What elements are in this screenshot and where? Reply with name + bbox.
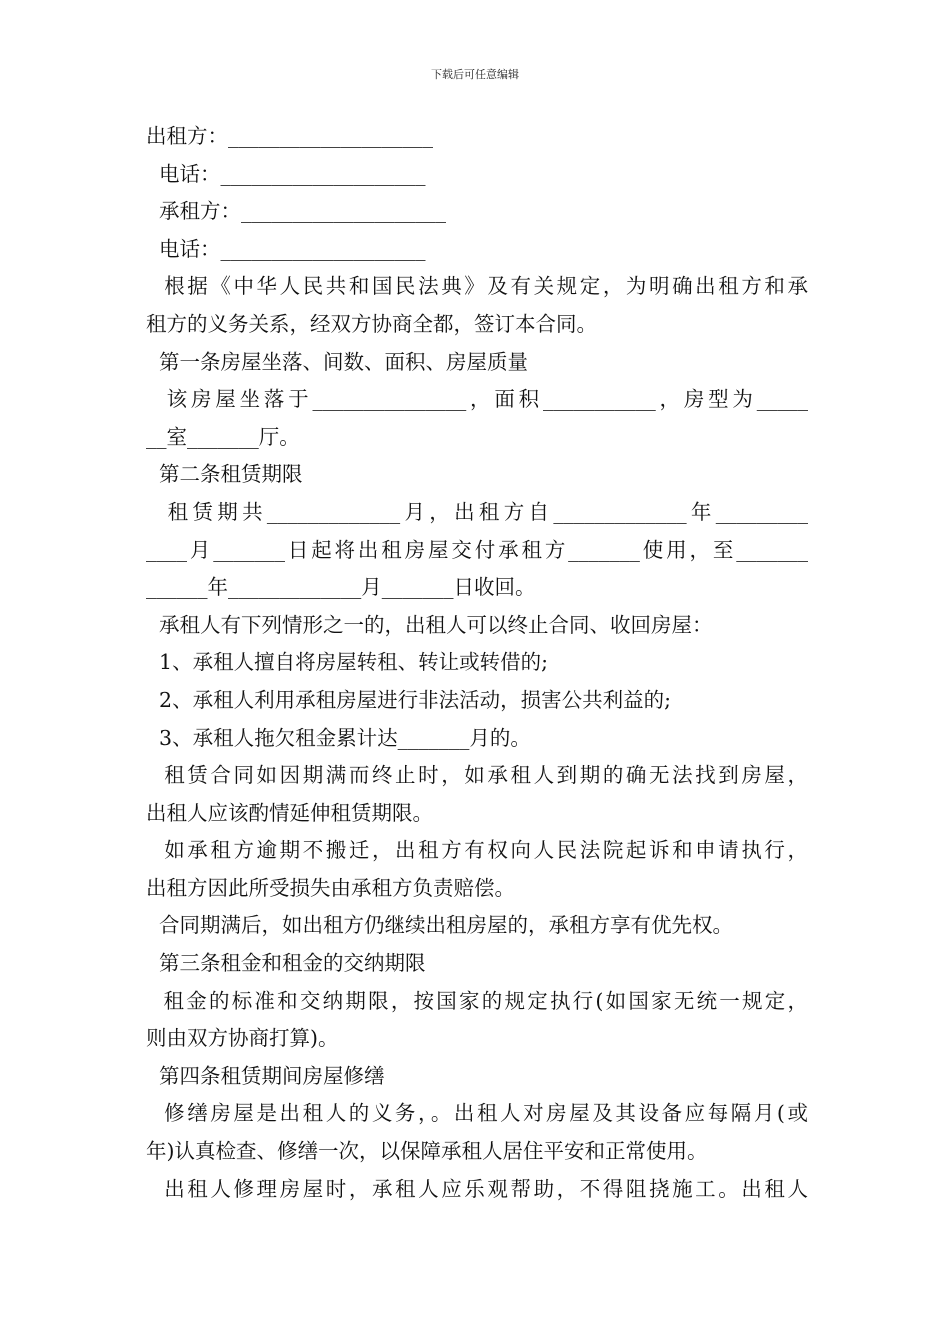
termination-item: 1、承租人擅自将房屋转租、转让或转借的; [146,650,548,675]
article-4-line: 出租人修理房屋时，承租人应乐观帮助，不得阻挠施工。出租人 [146,1176,808,1201]
preamble-line: 根据《中华人民共和国民法典》及有关规定，为明确出租方和承 [146,274,808,299]
lessor-phone-line: 电话：____________________ [146,161,426,186]
termination-item: 3、承租人拖欠租金累计达_______月的。 [146,725,531,750]
termination-intro: 承租人有下列情形之一的，出租人可以终止合同、收回房屋： [146,612,713,637]
eviction-clause-line: 出租方因此所受损失由承租方负责赔偿。 [146,875,515,900]
eviction-clause-line: 如承租方逾期不搬迁，出租方有权向人民法院起诉和申请执行， [146,838,808,863]
article-4-line: 年)认真检查、修缮一次，以保障承租人居住平安和正常使用。 [146,1139,708,1164]
article-3-line: 则由双方协商打算)。 [146,1026,339,1051]
lessee-field-line: 承租方：____________________ [146,199,447,224]
termination-item: 2、承租人利用承租房屋进行非法活动，损害公共利益的; [146,687,671,712]
article-3-heading: 第三条租金和租金的交纳期限 [146,951,426,976]
article-4-line: 修缮房屋是出租人的义务，。出租人对房屋及其设备应每隔月(或 [146,1101,808,1126]
article-1-heading: 第一条房屋坐落、间数、面积、房屋质量 [146,349,529,374]
lessee-phone-line: 电话：____________________ [146,236,426,261]
page-header-note: 下载后可任意编辑 [431,68,519,81]
article-3-line: 租金的标准和交纳期限，按国家的规定执行(如国家无统一规定， [146,988,808,1013]
article-2-line: ______年_____________月_______日收回。 [146,575,536,600]
article-4-heading: 第四条租赁期间房屋修缮 [146,1063,385,1088]
article-2-heading: 第二条租赁期限 [146,462,303,487]
article-2-line: ____月_______日起将出租房屋交付承租方_______使用，至_______ [146,537,808,562]
article-1-line: 该房屋坐落于_______________，面积___________，房型为_____ [146,387,808,412]
priority-clause-line: 合同期满后，如出租方仍继续出租房屋的，承租方享有优先权。 [146,913,734,938]
preamble-line: 租方的义务关系，经双方协商全都，签订本合同。 [146,311,597,336]
expiry-clause-line: 出租人应该酌情延伸租赁期限。 [146,800,433,825]
article-1-line: __室_______厅。 [146,424,300,449]
contract-body [146,118,808,1208]
article-2-line: 租赁期共_____________月，出租方自_____________年_________ [146,499,808,524]
expiry-clause-line: 租赁合同如因期满而终止时，如承租人到期的确无法找到房屋， [146,763,808,788]
lessor-field-line: 出租方：____________________ [146,124,433,148]
